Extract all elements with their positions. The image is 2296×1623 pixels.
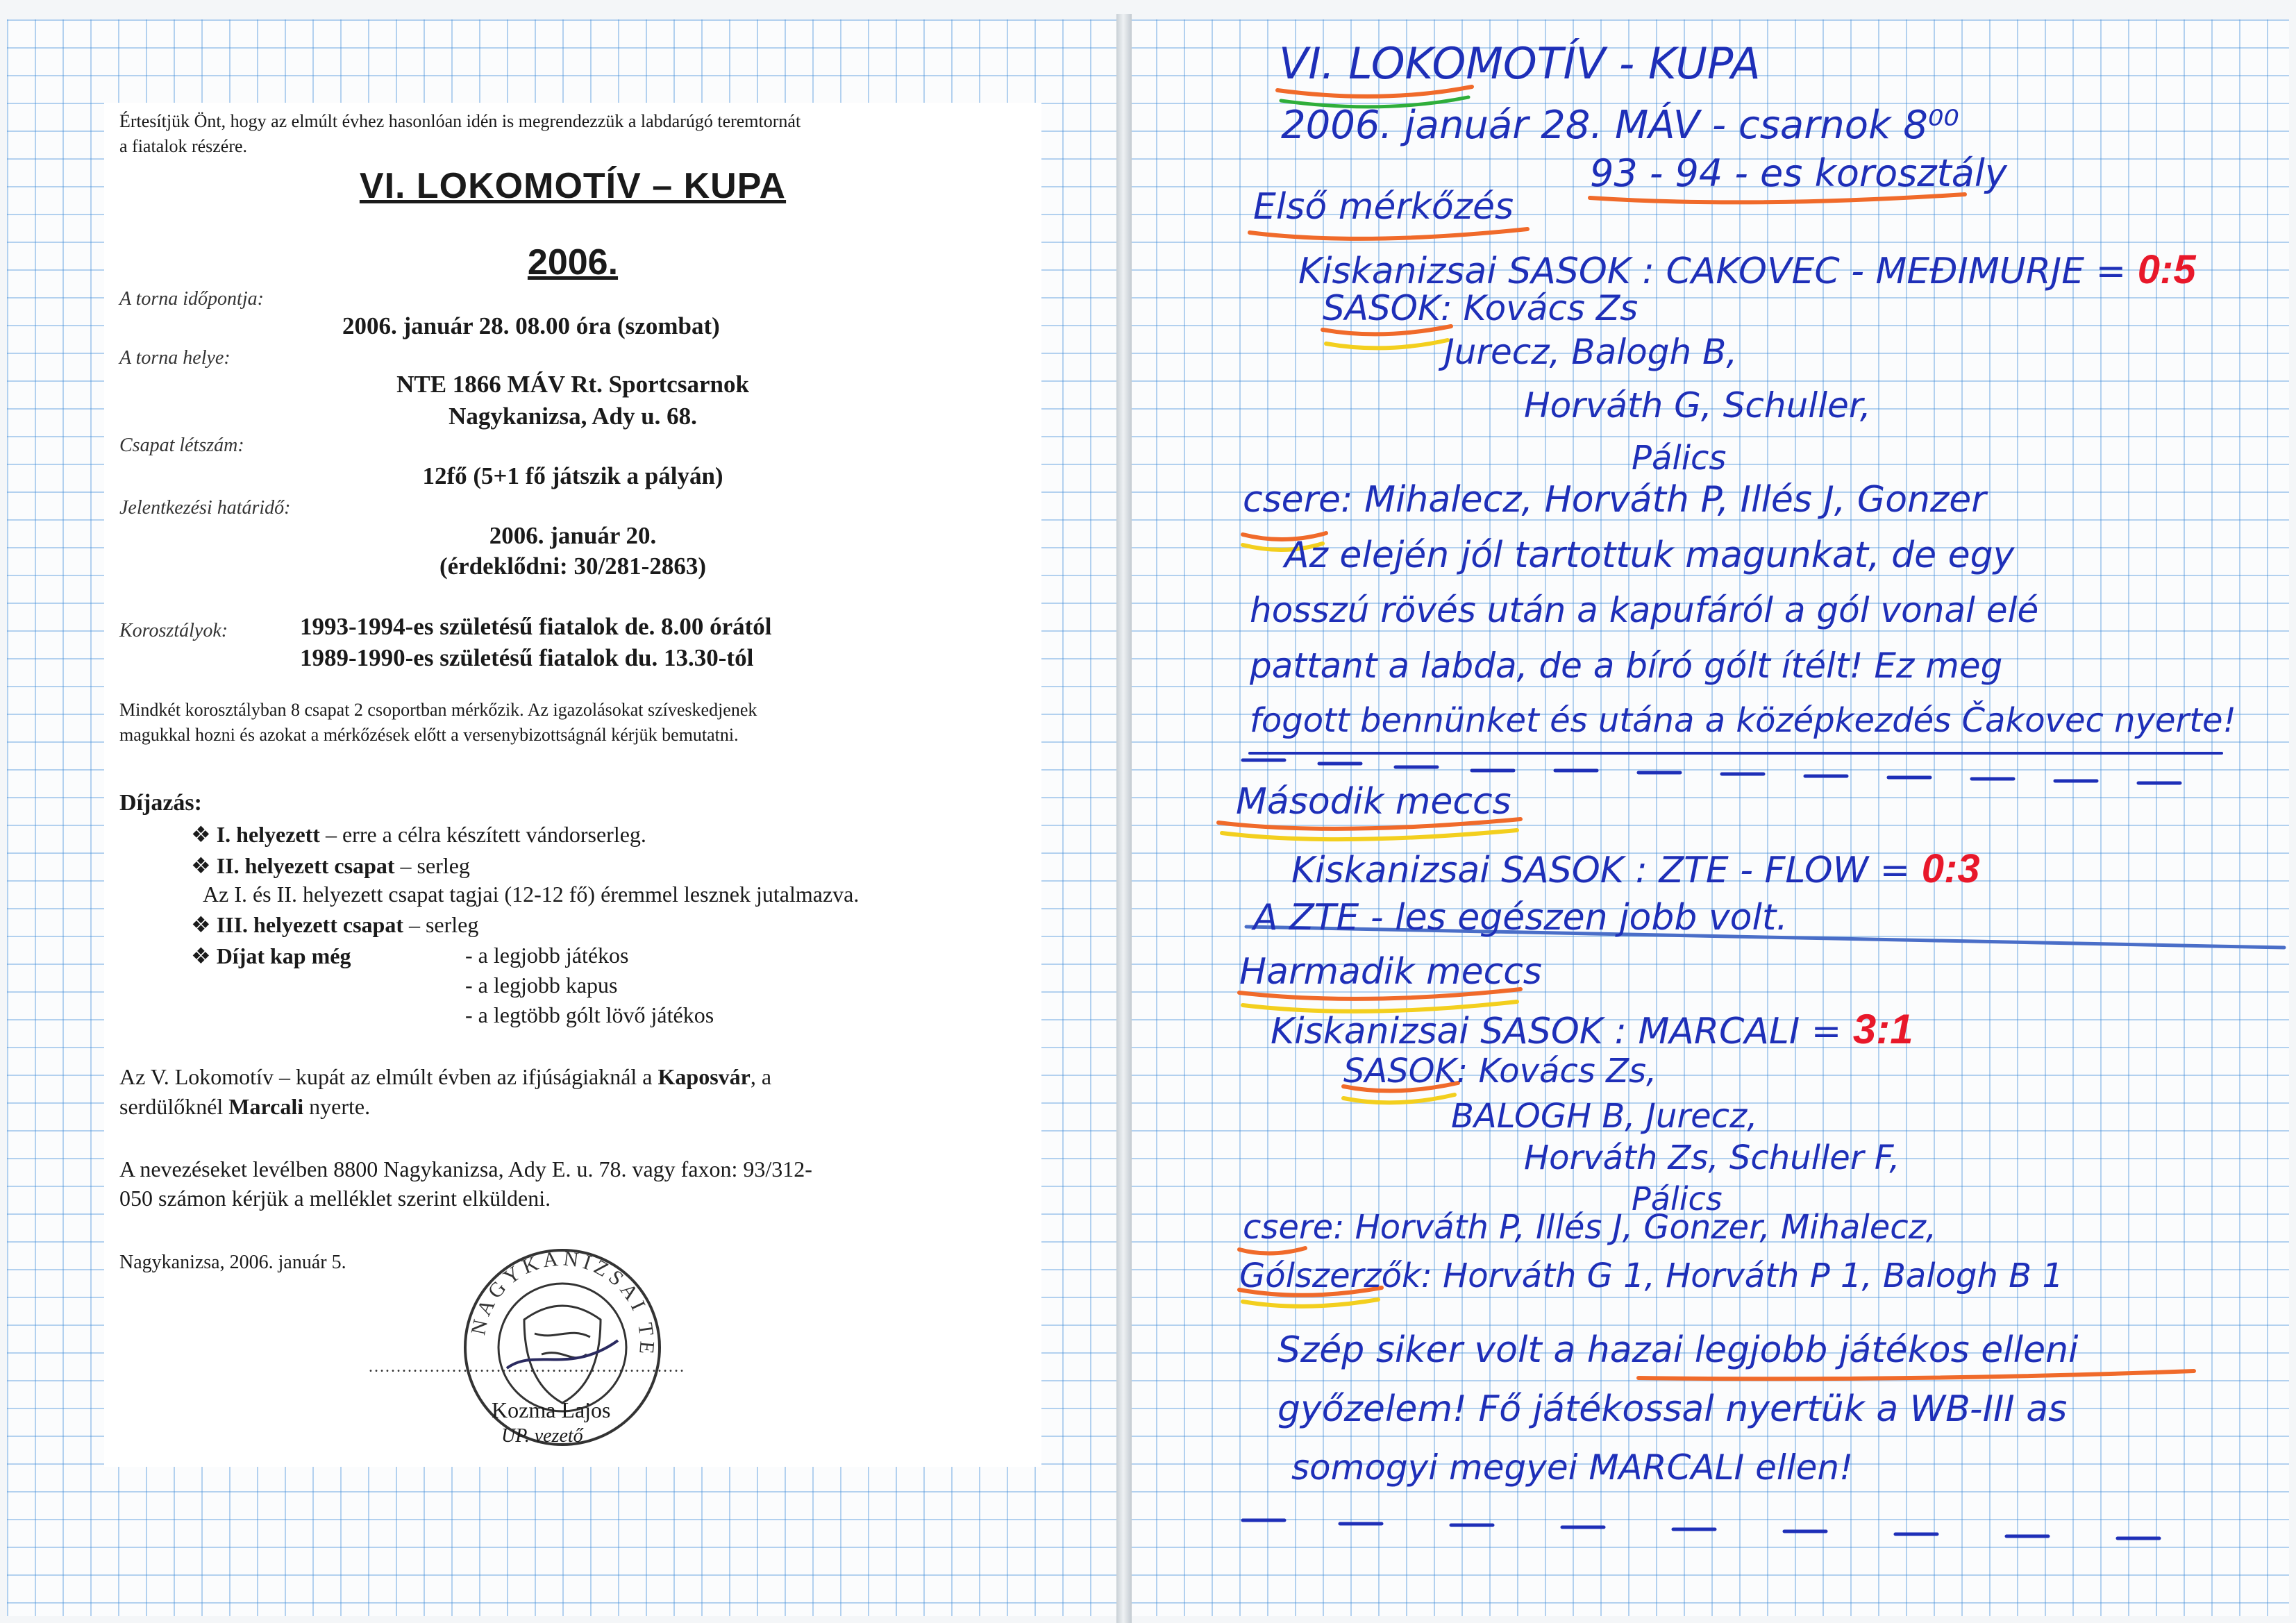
underline-orange	[1239, 1248, 1305, 1254]
place-value-2: Nagykanizsa, Ady u. 68.	[449, 403, 697, 430]
entry-line-2: 050 számon kérjük a melléklet szerint elküldeni.	[119, 1186, 551, 1211]
prize-extra-2: - a legjobb kapus	[465, 973, 618, 998]
entry-line-1: A nevezéseket levélben 8800 Nagykanizsa, Ady E. u. 78. vagy faxon: 93/312-	[119, 1157, 812, 1181]
time-value: 2006. január 28. 08.00 óra (szombat)	[342, 312, 720, 339]
third-match-lineup-3: Pálics	[1632, 1180, 1723, 1218]
underline-yellow	[1222, 830, 1517, 839]
first-match-score: 0:5	[2137, 247, 2196, 292]
first-match-subs: csere: Mihalecz, Horváth P, Illés J, Gonzer	[1243, 479, 1986, 521]
groups-text-2: magukkal hozni és azokat a mérkőzések előtt a versenybizottságnál kérjük bemutatni.	[119, 725, 739, 745]
prize-extra-1: - a legjobb játékos	[465, 943, 629, 968]
first-match-note-2: hosszú rövés után a kapufáról a gól vonal elé	[1250, 590, 2039, 630]
summary-line-3: somogyi megyei MARCALI ellen!	[1291, 1447, 1854, 1488]
dash-separator-row-1	[1243, 760, 2180, 783]
time-label: A torna időpontja:	[119, 288, 264, 310]
notes-date-venue: 2006. január 28. MÁV - csarnok 8⁰⁰	[1281, 103, 1959, 148]
underline-yellow	[1243, 1300, 1378, 1306]
summary-line-2: győzelem! Fő játékossal nyertük a WB-III as	[1277, 1388, 2068, 1430]
first-match-note-3: pattant a labda, de a bíró gólt ítélt! Ez meg	[1250, 646, 2003, 686]
deadline-value-1: 2006. január 20.	[489, 522, 657, 549]
notes-title: VI. LOKOMOTÍV - KUPA	[1279, 38, 1761, 89]
prize-medals: Az I. és II. helyezett csapat tagjai (12-12 fő) éremmel lesznek jutalmazva.	[203, 882, 860, 907]
first-match-lineup-1: Jurecz, Balogh B,	[1444, 332, 1738, 372]
last-year-line-2: serdülőknél Marcali nyerte.	[119, 1094, 371, 1119]
underline-orange	[1590, 194, 1965, 202]
signature-line: …………………………………………………	[368, 1358, 685, 1376]
third-match-lineup-2: Horváth Zs, Schuller F,	[1524, 1138, 1900, 1177]
third-match-subs: csere: Horváth P, Illés J, Gonzer, Mihalecz,	[1243, 1208, 1937, 1247]
prize-extra: ❖ Díjat kap még	[191, 943, 351, 968]
diamond-bullet-icon: ❖	[191, 853, 217, 878]
prize-first: ❖ I. helyezett – erre a célra készített vándorserleg.	[191, 822, 646, 847]
underline-orange	[1250, 229, 1527, 239]
deadline-label: Jelentkezési határidő:	[119, 497, 291, 519]
diamond-bullet-icon: ❖	[191, 822, 217, 847]
age-group-2: 1989-1990-es születésű fiatalok du. 13.30-tól	[300, 644, 754, 671]
signer-name: Kozma Lajos	[492, 1397, 611, 1422]
flyer-title: VI. LOKOMOTÍV – KUPA	[359, 166, 787, 206]
underline-orange	[1639, 1371, 2194, 1379]
flyer-intro-line-2: a fiatalok részére.	[119, 136, 248, 156]
third-match-lineup-1: BALOGH B, Jurecz,	[1451, 1097, 1758, 1136]
second-match-result: Kiskanizsai SASOK : ZTE - FLOW = 0:3	[1291, 846, 1980, 891]
flyer-intro-line-1: Értesítjük Önt, hogy az elmúlt évhez hasonlóan idén is megrendezzük a labdarúgó teremtornát	[119, 111, 801, 131]
prize-third: ❖ III. helyezett csapat – serleg	[191, 912, 479, 937]
first-match-lineup-2: Horváth G, Schuller,	[1524, 385, 1871, 426]
notes-age-group: 93 - 94 - es korosztály	[1590, 151, 2007, 195]
groups-text-1: Mindkét korosztályban 8 csapat 2 csoportban mérkőzik. Az igazolásokat szíveskedjenek	[119, 700, 757, 720]
team-value: 12fő (5+1 fő játszik a pályán)	[422, 462, 723, 489]
prizes-heading: Díjazás:	[119, 790, 202, 816]
second-match-score: 0:3	[1921, 846, 1980, 891]
third-match-heading: Harmadik meccs	[1239, 951, 1542, 993]
diamond-bullet-icon: ❖	[191, 943, 217, 968]
third-match-scorers: Gólszerzők: Horváth G 1, Horváth P 1, Balogh B 1	[1239, 1256, 2063, 1295]
third-match-score: 3:1	[1852, 1006, 1913, 1052]
second-match-note: A ZTE - les egészen jobb volt.	[1253, 897, 1788, 939]
underline-yellow	[1326, 340, 1448, 348]
last-year-line-1: Az V. Lokomotív – kupát az elmúlt évben az ifjúságiaknál a Kaposvár, a	[119, 1064, 772, 1089]
diamond-bullet-icon: ❖	[191, 912, 217, 937]
third-match-keeper: SASOK: Kovács Zs,	[1343, 1052, 1657, 1091]
second-match-heading: Második meccs	[1236, 781, 1511, 823]
place-value-1: NTE 1866 MÁV Rt. Sportcsarnok	[396, 371, 749, 398]
dash-separator-row-2	[1243, 1520, 2159, 1538]
third-match-result: Kiskanizsai SASOK : MARCALI = 3:1	[1271, 1006, 1913, 1052]
signer-role: UP. vezető	[501, 1425, 583, 1447]
first-match-heading: Első mérkőzés	[1253, 186, 1514, 228]
age-groups-label: Korosztályok:	[119, 620, 228, 641]
first-match-note-4: fogott bennünket és utána a középkezdés Čakovec nyerte!	[1250, 701, 2236, 740]
first-match-keeper: SASOK: Kovács Zs	[1323, 288, 1639, 328]
age-group-1: 1993-1994-es születésű fiatalok de. 8.00 órától	[300, 613, 772, 640]
underline-yellow	[1343, 1095, 1455, 1102]
stamp-ring-text: NAGYKANIZSAI TE	[467, 1247, 659, 1359]
place-label: A torna helye:	[119, 347, 231, 369]
team-label: Csapat létszám:	[119, 435, 244, 456]
prize-extra-3: - a legtöbb gólt lövő játékos	[465, 1002, 714, 1027]
first-match-result: Kiskanizsai SASOK : CAKOVEC - MEĐIMURJE = 0:5	[1298, 247, 2196, 292]
prize-second: ❖ II. helyezett csapat – serleg	[191, 853, 470, 878]
flyer-year: 2006.	[527, 242, 619, 283]
first-match-lineup-3: Pálics	[1632, 439, 1727, 478]
deadline-value-2: (érdeklődni: 30/281-2863)	[439, 553, 706, 580]
first-match-note-1: Az elején jól tartottuk magunkat, de egy	[1284, 535, 2015, 576]
summary-line-1: Szép siker volt a hazai legjobb játékos elleni	[1277, 1329, 2079, 1371]
place-and-date: Nagykanizsa, 2006. január 5.	[119, 1252, 346, 1273]
